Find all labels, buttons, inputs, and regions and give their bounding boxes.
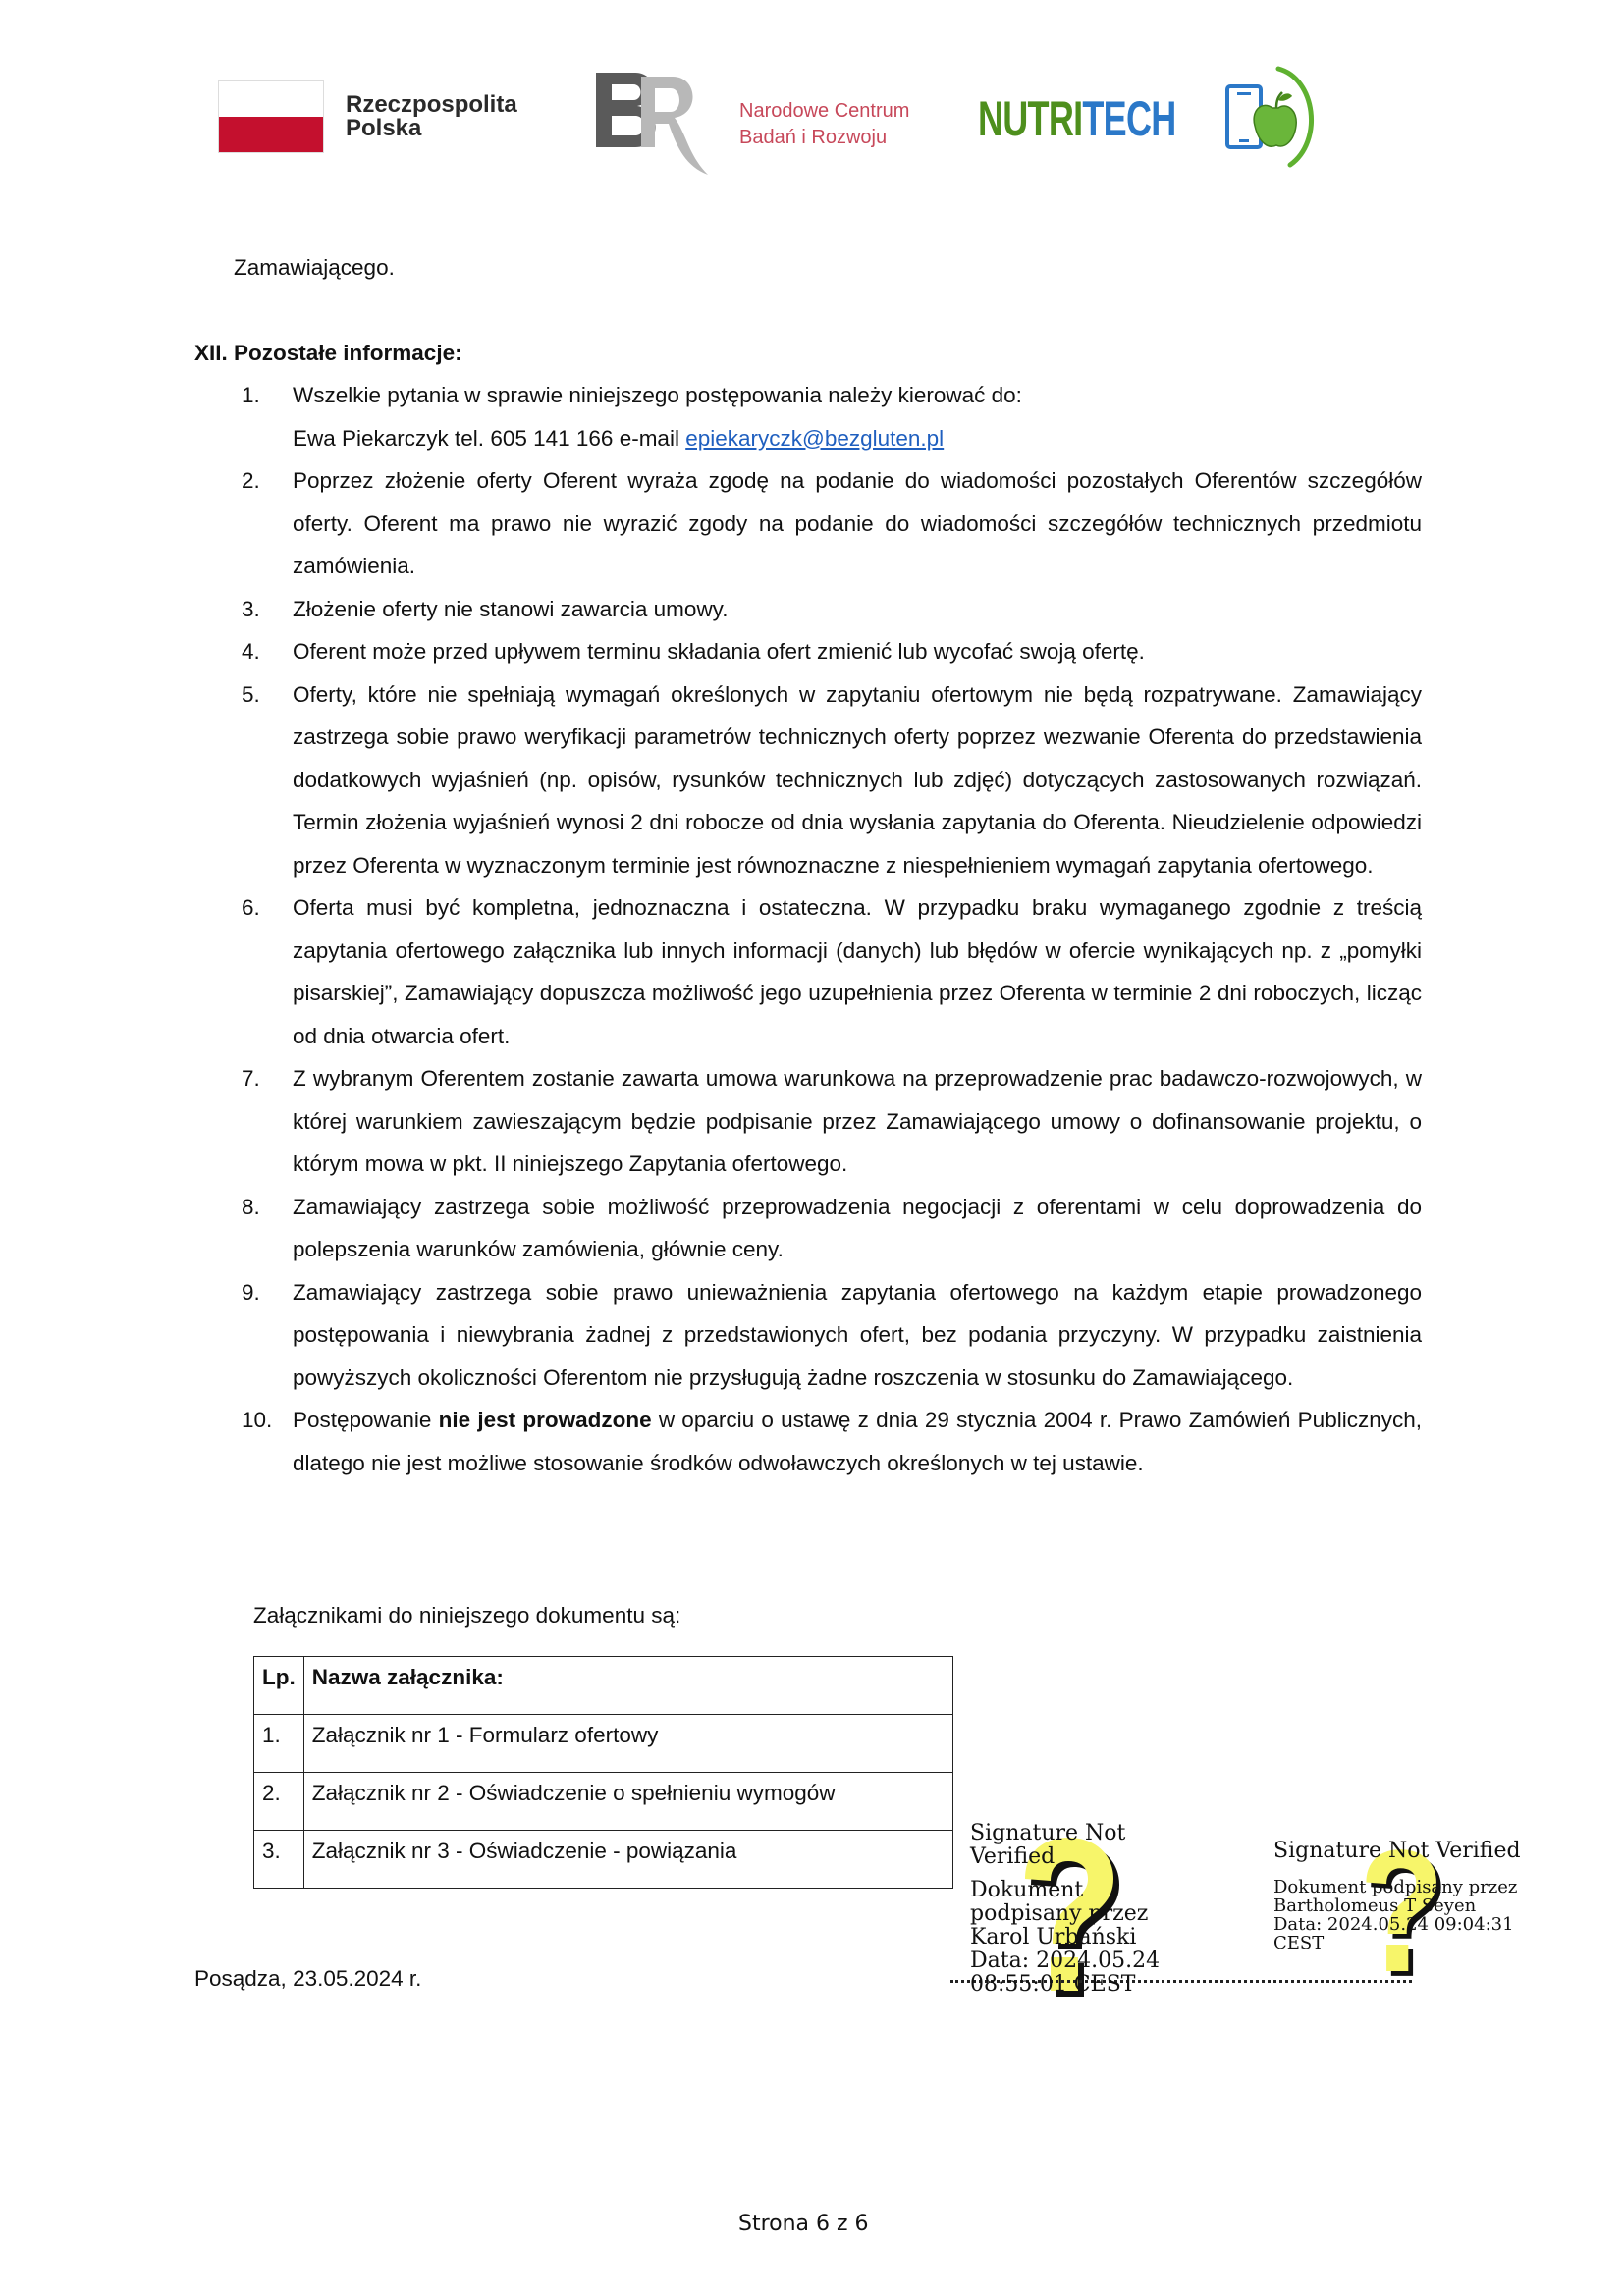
contact-text: Ewa Piekarczyk tel. 605 141 166 e-mail (293, 425, 686, 451)
list-item (242, 1399, 1422, 1484)
header-attachment-name: Nazwa załącznika: (303, 1657, 952, 1715)
list-item-number: 5. (242, 681, 260, 707)
list-item-number: 10. (242, 1408, 273, 1432)
list-item-number: 6. (242, 895, 260, 920)
logo-rp-text (346, 93, 517, 140)
signature-text (970, 1822, 1216, 1997)
section-heading: XII. Pozostałe informacje: (194, 341, 462, 365)
attachments-intro: Załącznikami do niniejszego dokumentu są: (253, 1603, 681, 1628)
attachments-table (253, 1656, 953, 1889)
logo-nutritech (978, 65, 1320, 173)
list-item (242, 673, 1422, 887)
list-item-text: Oferty, które nie spełniają wymagań określonych w zapytaniu ofertowym nie będą rozpatrywane. Zamawiający zastrzega sobie prawo weryfikacji parametrów technicznych oferty poprzez wezwanie Oferenta do przedstawienia dodatkowych wyjaśnień (np. opisów, rysunków technicznych lub zdjęć) dotyczących zastosowanych rozwiązań. Termin złożenia wyjaśnień wynosi 2 dni robocze od dnia wysłania zapytania do Oferenta. Nieudzielenie odpowiedzi przez Oferenta w wyznaczonym terminie jest równoznaczne z niespełnieniem wymagań zapytania ofertowego. (293, 681, 1422, 878)
logo-ncbr-line2: Badań i Rozwoju (739, 127, 888, 148)
list-item-text: Zamawiający zastrzega sobie prawo unieważnienia zapytania ofertowego na każdym etapie prowadzonego postępowania i niewybrania żadnej z przedstawionych ofert, bez podania przyczyny. W przypadku zaistnienia powyższych okoliczności Oferentom nie przysługują żadne roszczenia w stosunku do Zamawiającego. (293, 1279, 1422, 1390)
list-item-number: 2. (242, 468, 260, 493)
table-row (254, 1773, 953, 1831)
list-item-text: Złożenie oferty nie stanowi zawarcia umowy. (293, 596, 729, 621)
signature-date: Data: 2024.05.24 09:04:31 (1273, 1914, 1514, 1935)
row-attachment-name: Załącznik nr 1 - Formularz ofertowy (303, 1715, 952, 1773)
logo-ncbr-text (739, 98, 909, 151)
table-header-row (254, 1657, 953, 1715)
list-item-text: Poprzez złożenie oferty Oferent wyraża zgodę na podanie do wiadomości pozostałych Oferentów szczegółów oferty. Oferent ma prawo nie wyrazić zgody na podanie do wiadomości szczegółów technicznych przedmiotu zamówienia. (293, 468, 1422, 578)
table-row (254, 1831, 953, 1889)
signature-line: Dokument (970, 1878, 1084, 1902)
contact-line (293, 417, 1422, 460)
logo-ncbr-line1: Narodowe Centrum (739, 100, 910, 122)
row-number: 1. (254, 1715, 304, 1773)
logo-ncbr (592, 65, 916, 178)
phone-apple-icon (1221, 65, 1320, 173)
header-lp: Lp. (254, 1657, 304, 1715)
list-item (242, 1186, 1422, 1271)
list-item-text: Z wybranym Oferentem zostanie zawarta umowa warunkowa na przeprowadzenie prac badawczo-rozwojowych, w której warunkiem zawieszającym będzie podpisanie przez Zamawiającego umowy o dofinansowanie projektu, o którym mowa w pkt. II niniejszego Zapytania ofertowego. (293, 1066, 1422, 1176)
list-item (242, 1057, 1422, 1186)
logo-rzeczpospolita-polska (218, 80, 517, 153)
list-item-text: Oferent może przed upływem terminu składania ofert zmienić lub wycofać swoją ofertę. (293, 639, 1145, 664)
logo-rp-line1: Rzeczpospolita (346, 91, 517, 118)
row-number: 2. (254, 1773, 304, 1831)
list-item-number: 3. (242, 596, 260, 621)
list-item-bold-text: nie jest prowadzone (438, 1408, 652, 1432)
signature-line: podpisany przez (970, 1901, 1149, 1926)
signature-text (1273, 1839, 1568, 1952)
list-item-number: 7. (242, 1066, 260, 1091)
list-item (242, 588, 1422, 631)
signature-block-1[interactable] (970, 1822, 1216, 1997)
row-number: 3. (254, 1831, 304, 1889)
list-item (242, 630, 1422, 673)
signature-date: Data: 2024.05.24 (970, 1949, 1161, 1973)
logo-nutritech-part2: TECH (1082, 91, 1176, 146)
table-row (254, 1715, 953, 1773)
signer-name: Bartholomeus T Seyen (1273, 1896, 1477, 1916)
signature-time: 08:55:01 CEST (970, 1972, 1136, 1997)
signature-status: Signature Not Verified (970, 1821, 1126, 1869)
logo-rp-line2: Polska (346, 115, 422, 141)
place-and-date: Posądza, 23.05.2024 r. (194, 1966, 422, 1991)
list-item (242, 886, 1422, 1057)
signature-time: CEST (1273, 1933, 1325, 1953)
list-item-number: 4. (242, 639, 260, 664)
list-item (242, 374, 1422, 459)
list-item-number: 9. (242, 1279, 260, 1305)
list-item-text: Oferta musi być kompletna, jednoznaczna i ostateczna. W przypadku braku wymaganego zgodnie z treścią zapytania ofertowego załącznika lub innych informacji (danych) lub błędów w ofercie wynikających np. z „pomyłki pisarskiej”, Zamawiający dopuszcza możliwość jego uzupełnienia przez Oferenta w terminie 2 dni roboczych, licząc od dnia otwarcia ofert. (293, 895, 1422, 1048)
email-link[interactable]: epiekaryczk@bezgluten.pl (685, 425, 945, 451)
polish-flag-icon (218, 80, 324, 153)
list-item-text: Wszelkie pytania w sprawie niniejszego postępowania należy kierować do: (293, 383, 1022, 407)
list-item-text: Postępowanie (293, 1408, 439, 1432)
intro-text: Zamawiającego. (234, 255, 395, 280)
list-item-number: 8. (242, 1194, 260, 1219)
signature-block-2[interactable] (1273, 1839, 1568, 1952)
list-item (242, 459, 1422, 588)
signature-status: Signature Not Verified (1273, 1839, 1521, 1863)
list-item-number: 1. (242, 383, 260, 407)
list-item-text: Zamawiający zastrzega sobie możliwość przeprowadzenia negocjacji z oferentami w celu doprowadzenia do polepszenia warunków zamówienia, głównie ceny. (293, 1194, 1422, 1261)
ncbr-br-mark-icon (592, 65, 739, 178)
information-list (242, 374, 1422, 1484)
row-attachment-name: Załącznik nr 2 - Oświadczenie o spełnieniu wymogów (303, 1773, 952, 1831)
page-number: Strona 6 z 6 (738, 2212, 869, 2236)
signature-line: Dokument podpisany przez (1273, 1877, 1518, 1897)
list-item-text: w oparciu o ustawę z dnia 29 stycznia 2004 r. Prawo Zamówień Publicznych, dlatego nie jest możliwe stosowanie środków odwoławczych określonych w tej ustawie. (293, 1408, 1422, 1475)
list-item (242, 1271, 1422, 1400)
row-attachment-name: Załącznik nr 3 - Oświadczenie - powiązania (303, 1831, 952, 1889)
logo-nutritech-wordmark (978, 90, 1176, 147)
signer-name: Karol Urbański (970, 1925, 1137, 1949)
logo-nutritech-part1: NUTRI (978, 91, 1083, 146)
